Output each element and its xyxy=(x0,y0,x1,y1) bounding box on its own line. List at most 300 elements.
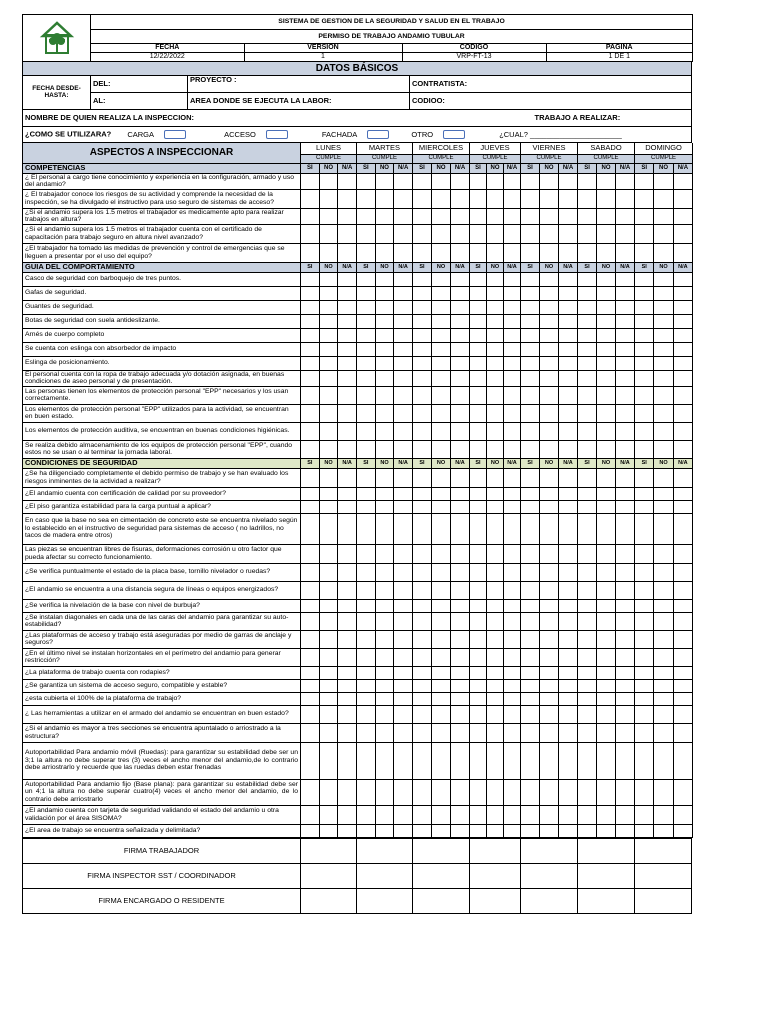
check-cell-lunes-no[interactable] xyxy=(319,723,338,742)
signature-cell-miercoles[interactable] xyxy=(413,888,470,913)
check-cell-viernes-no[interactable] xyxy=(540,440,559,458)
check-cell-sabado-no[interactable] xyxy=(597,544,616,563)
check-cell-sabado-no[interactable] xyxy=(597,487,616,500)
check-cell-miercoles-na[interactable] xyxy=(450,208,469,224)
check-cell-domingo-no[interactable] xyxy=(654,779,673,805)
check-cell-jueves-no[interactable] xyxy=(487,286,504,300)
check-cell-jueves-no[interactable] xyxy=(487,648,504,666)
check-cell-sabado-si[interactable] xyxy=(578,513,597,544)
check-cell-domingo-si[interactable] xyxy=(635,742,654,779)
check-cell-martes-no[interactable] xyxy=(375,648,394,666)
check-cell-domingo-si[interactable] xyxy=(635,243,654,262)
check-cell-miercoles-na[interactable] xyxy=(450,544,469,563)
check-cell-sabado-no[interactable] xyxy=(597,513,616,544)
check-cell-lunes-si[interactable] xyxy=(301,328,320,342)
signature-cell-viernes[interactable] xyxy=(521,838,578,863)
signature-cell-jueves[interactable] xyxy=(470,863,521,888)
check-cell-sabado-no[interactable] xyxy=(597,272,616,286)
check-cell-sabado-no[interactable] xyxy=(597,440,616,458)
check-cell-domingo-no[interactable] xyxy=(654,544,673,563)
check-cell-domingo-na[interactable] xyxy=(673,612,692,630)
check-cell-sabado-no[interactable] xyxy=(597,500,616,513)
check-cell-domingo-na[interactable] xyxy=(673,422,692,440)
check-cell-sabado-si[interactable] xyxy=(578,824,597,837)
check-cell-domingo-no[interactable] xyxy=(654,189,673,208)
check-cell-miercoles-si[interactable] xyxy=(412,692,431,705)
check-cell-jueves-no[interactable] xyxy=(487,824,504,837)
check-cell-domingo-si[interactable] xyxy=(635,300,654,314)
check-cell-martes-si[interactable] xyxy=(356,805,375,824)
check-cell-viernes-no[interactable] xyxy=(540,173,559,189)
check-cell-jueves-si[interactable] xyxy=(470,563,487,581)
check-cell-martes-na[interactable] xyxy=(394,468,413,487)
check-cell-miercoles-na[interactable] xyxy=(450,630,469,648)
check-cell-miercoles-si[interactable] xyxy=(412,612,431,630)
check-cell-viernes-no[interactable] xyxy=(540,742,559,779)
check-cell-jueves-na[interactable] xyxy=(504,272,521,286)
check-cell-jueves-na[interactable] xyxy=(504,189,521,208)
check-cell-martes-na[interactable] xyxy=(394,544,413,563)
check-cell-miercoles-no[interactable] xyxy=(431,300,450,314)
check-cell-martes-no[interactable] xyxy=(375,513,394,544)
check-cell-miercoles-si[interactable] xyxy=(412,314,431,328)
check-cell-domingo-si[interactable] xyxy=(635,328,654,342)
check-cell-sabado-na[interactable] xyxy=(616,630,635,648)
check-cell-lunes-si[interactable] xyxy=(301,648,320,666)
check-cell-lunes-no[interactable] xyxy=(319,189,338,208)
check-cell-domingo-na[interactable] xyxy=(673,189,692,208)
check-cell-martes-na[interactable] xyxy=(394,208,413,224)
check-cell-jueves-si[interactable] xyxy=(470,692,487,705)
check-cell-sabado-si[interactable] xyxy=(578,173,597,189)
check-cell-sabado-no[interactable] xyxy=(597,612,616,630)
check-cell-viernes-no[interactable] xyxy=(540,630,559,648)
check-cell-lunes-si[interactable] xyxy=(301,272,320,286)
check-cell-viernes-si[interactable] xyxy=(521,468,540,487)
check-cell-viernes-si[interactable] xyxy=(521,779,540,805)
check-cell-jueves-na[interactable] xyxy=(504,500,521,513)
check-cell-martes-si[interactable] xyxy=(356,630,375,648)
check-cell-domingo-no[interactable] xyxy=(654,805,673,824)
check-cell-sabado-na[interactable] xyxy=(616,422,635,440)
check-cell-martes-no[interactable] xyxy=(375,544,394,563)
al-field[interactable]: AL: xyxy=(91,92,188,109)
check-cell-miercoles-si[interactable] xyxy=(412,224,431,243)
check-cell-viernes-si[interactable] xyxy=(521,513,540,544)
check-cell-martes-si[interactable] xyxy=(356,422,375,440)
check-cell-jueves-na[interactable] xyxy=(504,692,521,705)
check-cell-sabado-no[interactable] xyxy=(597,630,616,648)
check-cell-sabado-si[interactable] xyxy=(578,599,597,612)
check-cell-viernes-na[interactable] xyxy=(559,173,578,189)
check-cell-sabado-na[interactable] xyxy=(616,666,635,679)
check-cell-viernes-na[interactable] xyxy=(559,612,578,630)
check-cell-viernes-na[interactable] xyxy=(559,440,578,458)
check-cell-viernes-na[interactable] xyxy=(559,679,578,692)
check-cell-miercoles-si[interactable] xyxy=(412,356,431,370)
check-cell-viernes-si[interactable] xyxy=(521,328,540,342)
check-cell-domingo-no[interactable] xyxy=(654,208,673,224)
check-cell-lunes-no[interactable] xyxy=(319,208,338,224)
check-cell-domingo-si[interactable] xyxy=(635,468,654,487)
check-cell-martes-si[interactable] xyxy=(356,513,375,544)
check-cell-domingo-si[interactable] xyxy=(635,272,654,286)
check-cell-martes-si[interactable] xyxy=(356,742,375,779)
check-cell-martes-na[interactable] xyxy=(394,286,413,300)
check-cell-viernes-no[interactable] xyxy=(540,805,559,824)
check-cell-lunes-no[interactable] xyxy=(319,224,338,243)
check-cell-miercoles-no[interactable] xyxy=(431,742,450,779)
check-cell-viernes-na[interactable] xyxy=(559,300,578,314)
check-cell-martes-no[interactable] xyxy=(375,581,394,599)
check-cell-domingo-no[interactable] xyxy=(654,224,673,243)
check-cell-lunes-no[interactable] xyxy=(319,356,338,370)
check-cell-miercoles-si[interactable] xyxy=(412,422,431,440)
check-cell-martes-na[interactable] xyxy=(394,779,413,805)
check-cell-viernes-no[interactable] xyxy=(540,581,559,599)
check-cell-viernes-si[interactable] xyxy=(521,208,540,224)
check-cell-domingo-no[interactable] xyxy=(654,692,673,705)
check-cell-martes-si[interactable] xyxy=(356,173,375,189)
check-cell-domingo-si[interactable] xyxy=(635,208,654,224)
check-cell-sabado-na[interactable] xyxy=(616,468,635,487)
check-cell-viernes-na[interactable] xyxy=(559,544,578,563)
check-cell-viernes-si[interactable] xyxy=(521,544,540,563)
check-cell-martes-na[interactable] xyxy=(394,370,413,386)
check-cell-jueves-no[interactable] xyxy=(487,723,504,742)
check-cell-martes-na[interactable] xyxy=(394,300,413,314)
check-cell-lunes-no[interactable] xyxy=(319,648,338,666)
check-cell-domingo-na[interactable] xyxy=(673,705,692,723)
check-cell-miercoles-no[interactable] xyxy=(431,630,450,648)
check-cell-jueves-si[interactable] xyxy=(470,328,487,342)
check-cell-sabado-no[interactable] xyxy=(597,563,616,581)
check-cell-martes-no[interactable] xyxy=(375,173,394,189)
check-cell-sabado-si[interactable] xyxy=(578,224,597,243)
check-cell-lunes-no[interactable] xyxy=(319,805,338,824)
check-cell-viernes-no[interactable] xyxy=(540,544,559,563)
check-cell-jueves-no[interactable] xyxy=(487,342,504,356)
signature-cell-miercoles[interactable] xyxy=(413,838,470,863)
check-cell-martes-na[interactable] xyxy=(394,404,413,422)
check-cell-sabado-na[interactable] xyxy=(616,286,635,300)
check-cell-sabado-no[interactable] xyxy=(597,243,616,262)
check-cell-martes-no[interactable] xyxy=(375,314,394,328)
check-cell-viernes-si[interactable] xyxy=(521,342,540,356)
signature-cell-jueves[interactable] xyxy=(470,888,521,913)
check-cell-viernes-no[interactable] xyxy=(540,705,559,723)
check-cell-lunes-na[interactable] xyxy=(338,723,357,742)
check-cell-domingo-no[interactable] xyxy=(654,513,673,544)
check-cell-viernes-si[interactable] xyxy=(521,581,540,599)
check-cell-sabado-na[interactable] xyxy=(616,779,635,805)
check-cell-lunes-na[interactable] xyxy=(338,487,357,500)
check-cell-viernes-si[interactable] xyxy=(521,440,540,458)
check-cell-viernes-si[interactable] xyxy=(521,500,540,513)
check-cell-sabado-si[interactable] xyxy=(578,314,597,328)
check-cell-sabado-si[interactable] xyxy=(578,370,597,386)
check-cell-martes-si[interactable] xyxy=(356,286,375,300)
check-cell-viernes-si[interactable] xyxy=(521,300,540,314)
check-cell-viernes-si[interactable] xyxy=(521,705,540,723)
check-cell-domingo-no[interactable] xyxy=(654,370,673,386)
check-cell-jueves-si[interactable] xyxy=(470,422,487,440)
check-cell-martes-na[interactable] xyxy=(394,705,413,723)
check-cell-lunes-si[interactable] xyxy=(301,513,320,544)
contratista-field[interactable]: CONTRATISTA: xyxy=(410,75,692,92)
check-cell-viernes-si[interactable] xyxy=(521,805,540,824)
check-cell-martes-si[interactable] xyxy=(356,272,375,286)
check-cell-lunes-si[interactable] xyxy=(301,500,320,513)
check-cell-sabado-no[interactable] xyxy=(597,173,616,189)
check-cell-miercoles-no[interactable] xyxy=(431,648,450,666)
check-cell-sabado-na[interactable] xyxy=(616,224,635,243)
check-cell-domingo-na[interactable] xyxy=(673,342,692,356)
check-cell-jueves-no[interactable] xyxy=(487,468,504,487)
check-cell-viernes-si[interactable] xyxy=(521,272,540,286)
check-cell-viernes-na[interactable] xyxy=(559,224,578,243)
check-cell-viernes-no[interactable] xyxy=(540,468,559,487)
check-cell-martes-na[interactable] xyxy=(394,173,413,189)
check-cell-lunes-si[interactable] xyxy=(301,208,320,224)
check-cell-miercoles-na[interactable] xyxy=(450,563,469,581)
check-cell-jueves-si[interactable] xyxy=(470,513,487,544)
check-cell-miercoles-si[interactable] xyxy=(412,666,431,679)
check-cell-lunes-na[interactable] xyxy=(338,404,357,422)
check-cell-sabado-na[interactable] xyxy=(616,679,635,692)
check-cell-lunes-na[interactable] xyxy=(338,370,357,386)
check-cell-domingo-na[interactable] xyxy=(673,679,692,692)
check-cell-viernes-na[interactable] xyxy=(559,648,578,666)
check-cell-domingo-no[interactable] xyxy=(654,356,673,370)
check-cell-jueves-no[interactable] xyxy=(487,692,504,705)
check-cell-domingo-no[interactable] xyxy=(654,723,673,742)
check-cell-miercoles-na[interactable] xyxy=(450,272,469,286)
check-cell-viernes-na[interactable] xyxy=(559,824,578,837)
check-cell-martes-na[interactable] xyxy=(394,224,413,243)
check-cell-lunes-no[interactable] xyxy=(319,386,338,404)
check-cell-lunes-si[interactable] xyxy=(301,422,320,440)
check-cell-martes-si[interactable] xyxy=(356,723,375,742)
check-cell-sabado-na[interactable] xyxy=(616,342,635,356)
check-cell-miercoles-si[interactable] xyxy=(412,189,431,208)
check-cell-viernes-na[interactable] xyxy=(559,779,578,805)
check-cell-sabado-si[interactable] xyxy=(578,272,597,286)
check-cell-miercoles-na[interactable] xyxy=(450,328,469,342)
check-cell-sabado-na[interactable] xyxy=(616,612,635,630)
signature-cell-martes[interactable] xyxy=(357,838,413,863)
check-cell-martes-na[interactable] xyxy=(394,666,413,679)
check-cell-miercoles-na[interactable] xyxy=(450,824,469,837)
check-cell-viernes-na[interactable] xyxy=(559,189,578,208)
check-cell-lunes-no[interactable] xyxy=(319,286,338,300)
check-cell-lunes-si[interactable] xyxy=(301,563,320,581)
signature-cell-sabado[interactable] xyxy=(578,838,635,863)
check-cell-sabado-si[interactable] xyxy=(578,440,597,458)
check-cell-lunes-na[interactable] xyxy=(338,648,357,666)
check-cell-lunes-na[interactable] xyxy=(338,272,357,286)
check-cell-martes-si[interactable] xyxy=(356,544,375,563)
check-cell-jueves-na[interactable] xyxy=(504,723,521,742)
check-cell-jueves-no[interactable] xyxy=(487,612,504,630)
check-cell-domingo-si[interactable] xyxy=(635,513,654,544)
check-cell-lunes-na[interactable] xyxy=(338,386,357,404)
check-cell-domingo-si[interactable] xyxy=(635,370,654,386)
check-cell-domingo-no[interactable] xyxy=(654,386,673,404)
check-cell-miercoles-no[interactable] xyxy=(431,563,450,581)
check-cell-jueves-na[interactable] xyxy=(504,679,521,692)
check-cell-martes-si[interactable] xyxy=(356,612,375,630)
check-cell-domingo-si[interactable] xyxy=(635,286,654,300)
check-cell-jueves-na[interactable] xyxy=(504,544,521,563)
check-cell-miercoles-no[interactable] xyxy=(431,679,450,692)
check-cell-viernes-na[interactable] xyxy=(559,272,578,286)
check-cell-miercoles-no[interactable] xyxy=(431,487,450,500)
check-cell-domingo-si[interactable] xyxy=(635,648,654,666)
check-cell-jueves-si[interactable] xyxy=(470,342,487,356)
check-cell-sabado-na[interactable] xyxy=(616,300,635,314)
check-cell-domingo-na[interactable] xyxy=(673,500,692,513)
check-cell-sabado-no[interactable] xyxy=(597,208,616,224)
check-cell-domingo-no[interactable] xyxy=(654,563,673,581)
check-cell-jueves-na[interactable] xyxy=(504,742,521,779)
check-cell-miercoles-no[interactable] xyxy=(431,599,450,612)
check-cell-martes-no[interactable] xyxy=(375,328,394,342)
check-cell-sabado-na[interactable] xyxy=(616,173,635,189)
check-cell-martes-no[interactable] xyxy=(375,500,394,513)
check-cell-domingo-si[interactable] xyxy=(635,356,654,370)
check-cell-sabado-no[interactable] xyxy=(597,286,616,300)
check-cell-sabado-si[interactable] xyxy=(578,630,597,648)
del-field[interactable]: DEL: xyxy=(91,75,188,92)
check-cell-miercoles-no[interactable] xyxy=(431,286,450,300)
check-cell-sabado-na[interactable] xyxy=(616,189,635,208)
check-cell-domingo-no[interactable] xyxy=(654,468,673,487)
check-cell-martes-no[interactable] xyxy=(375,370,394,386)
signature-cell-lunes[interactable] xyxy=(301,863,357,888)
check-cell-sabado-na[interactable] xyxy=(616,208,635,224)
check-cell-miercoles-na[interactable] xyxy=(450,513,469,544)
check-cell-jueves-na[interactable] xyxy=(504,563,521,581)
check-cell-sabado-na[interactable] xyxy=(616,513,635,544)
check-cell-lunes-si[interactable] xyxy=(301,779,320,805)
check-cell-sabado-na[interactable] xyxy=(616,723,635,742)
check-cell-martes-na[interactable] xyxy=(394,272,413,286)
check-cell-martes-no[interactable] xyxy=(375,824,394,837)
check-cell-domingo-si[interactable] xyxy=(635,824,654,837)
check-cell-jueves-na[interactable] xyxy=(504,314,521,328)
check-cell-martes-na[interactable] xyxy=(394,723,413,742)
check-cell-miercoles-si[interactable] xyxy=(412,544,431,563)
check-cell-jueves-si[interactable] xyxy=(470,487,487,500)
check-cell-domingo-na[interactable] xyxy=(673,300,692,314)
check-cell-lunes-no[interactable] xyxy=(319,779,338,805)
check-cell-domingo-na[interactable] xyxy=(673,272,692,286)
check-cell-lunes-na[interactable] xyxy=(338,692,357,705)
check-cell-martes-no[interactable] xyxy=(375,342,394,356)
check-cell-jueves-no[interactable] xyxy=(487,208,504,224)
check-cell-domingo-no[interactable] xyxy=(654,742,673,779)
check-cell-viernes-si[interactable] xyxy=(521,422,540,440)
check-cell-domingo-na[interactable] xyxy=(673,805,692,824)
check-cell-martes-na[interactable] xyxy=(394,243,413,262)
check-cell-miercoles-na[interactable] xyxy=(450,370,469,386)
check-cell-jueves-si[interactable] xyxy=(470,404,487,422)
check-cell-viernes-no[interactable] xyxy=(540,224,559,243)
check-cell-miercoles-na[interactable] xyxy=(450,742,469,779)
check-cell-miercoles-na[interactable] xyxy=(450,705,469,723)
check-cell-sabado-si[interactable] xyxy=(578,356,597,370)
check-cell-domingo-na[interactable] xyxy=(673,224,692,243)
check-cell-sabado-na[interactable] xyxy=(616,328,635,342)
check-cell-viernes-na[interactable] xyxy=(559,286,578,300)
check-cell-miercoles-si[interactable] xyxy=(412,286,431,300)
check-cell-martes-si[interactable] xyxy=(356,300,375,314)
check-cell-jueves-si[interactable] xyxy=(470,272,487,286)
check-cell-jueves-no[interactable] xyxy=(487,356,504,370)
check-cell-sabado-no[interactable] xyxy=(597,356,616,370)
check-cell-jueves-si[interactable] xyxy=(470,581,487,599)
check-cell-miercoles-no[interactable] xyxy=(431,224,450,243)
check-cell-martes-si[interactable] xyxy=(356,581,375,599)
check-cell-lunes-si[interactable] xyxy=(301,386,320,404)
check-cell-lunes-na[interactable] xyxy=(338,779,357,805)
check-cell-lunes-na[interactable] xyxy=(338,500,357,513)
check-cell-jueves-si[interactable] xyxy=(470,723,487,742)
check-cell-lunes-si[interactable] xyxy=(301,173,320,189)
check-cell-domingo-si[interactable] xyxy=(635,342,654,356)
check-cell-jueves-na[interactable] xyxy=(504,805,521,824)
inspector-field[interactable]: NOMBRE DE QUIEN REALIZA LA INSPECCION: xyxy=(23,110,533,127)
check-cell-lunes-no[interactable] xyxy=(319,370,338,386)
check-cell-domingo-si[interactable] xyxy=(635,805,654,824)
check-cell-domingo-no[interactable] xyxy=(654,612,673,630)
check-cell-sabado-na[interactable] xyxy=(616,272,635,286)
check-cell-jueves-si[interactable] xyxy=(470,500,487,513)
check-cell-martes-si[interactable] xyxy=(356,692,375,705)
check-cell-sabado-si[interactable] xyxy=(578,779,597,805)
check-cell-miercoles-no[interactable] xyxy=(431,328,450,342)
check-cell-domingo-no[interactable] xyxy=(654,422,673,440)
check-cell-viernes-no[interactable] xyxy=(540,300,559,314)
check-cell-lunes-na[interactable] xyxy=(338,679,357,692)
check-cell-domingo-na[interactable] xyxy=(673,404,692,422)
check-cell-lunes-na[interactable] xyxy=(338,630,357,648)
cual-field[interactable]: ¿CUAL? ______________________ xyxy=(499,129,622,139)
check-cell-lunes-no[interactable] xyxy=(319,513,338,544)
check-cell-lunes-no[interactable] xyxy=(319,500,338,513)
check-cell-miercoles-si[interactable] xyxy=(412,386,431,404)
check-cell-sabado-no[interactable] xyxy=(597,404,616,422)
check-cell-viernes-no[interactable] xyxy=(540,208,559,224)
check-cell-jueves-si[interactable] xyxy=(470,544,487,563)
check-cell-lunes-si[interactable] xyxy=(301,612,320,630)
check-cell-lunes-si[interactable] xyxy=(301,440,320,458)
check-cell-domingo-si[interactable] xyxy=(635,189,654,208)
check-cell-domingo-si[interactable] xyxy=(635,630,654,648)
acceso-checkbox[interactable] xyxy=(266,130,288,139)
check-cell-miercoles-no[interactable] xyxy=(431,189,450,208)
check-cell-lunes-si[interactable] xyxy=(301,666,320,679)
check-cell-domingo-no[interactable] xyxy=(654,500,673,513)
check-cell-viernes-si[interactable] xyxy=(521,173,540,189)
check-cell-lunes-na[interactable] xyxy=(338,599,357,612)
check-cell-jueves-no[interactable] xyxy=(487,599,504,612)
check-cell-lunes-na[interactable] xyxy=(338,468,357,487)
check-cell-lunes-no[interactable] xyxy=(319,272,338,286)
check-cell-viernes-no[interactable] xyxy=(540,666,559,679)
check-cell-miercoles-na[interactable] xyxy=(450,648,469,666)
